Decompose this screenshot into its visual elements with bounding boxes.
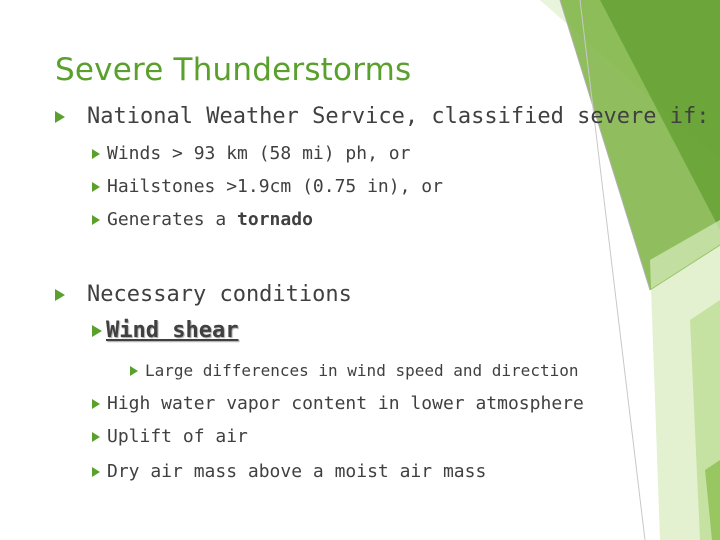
bullet-nws-criteria [55, 104, 710, 129]
bullet-arrow-icon [92, 149, 100, 159]
bullet-necessary-conditions [55, 282, 352, 307]
slide-title: Severe Thunderstorms [55, 52, 412, 88]
bullet-winds [92, 143, 410, 164]
bullet-dry-air [92, 461, 486, 482]
uplift-condition: Uplift of air [107, 426, 248, 447]
bullet-arrow-icon [92, 182, 100, 192]
bullet-arrow-icon [92, 325, 102, 337]
bullet-arrow-icon [130, 366, 138, 376]
tornado-prefix: Generates a [107, 209, 238, 230]
bullet-hail [92, 176, 443, 197]
water-vapor-condition: High water vapor content in lower atmosphere [107, 393, 584, 414]
hail-criterion: Hailstones >1.9cm (0.75 in), or [107, 176, 443, 197]
tornado-keyword: tornado [237, 209, 313, 230]
bullet-arrow-icon [92, 399, 100, 409]
bullet-wind-shear-detail [130, 361, 578, 380]
nws-heading: National Weather Service, classified severe if: [87, 104, 710, 129]
conditions-heading: Necessary conditions [87, 282, 352, 307]
bullet-tornado [92, 209, 313, 230]
bullet-wind-shear [92, 318, 238, 343]
bullet-arrow-icon [92, 215, 100, 225]
bullet-arrow-icon [55, 111, 65, 123]
bullet-arrow-icon [92, 432, 100, 442]
bullet-uplift [92, 426, 248, 447]
bullet-arrow-icon [92, 467, 100, 477]
wind-shear-detail: Large differences in wind speed and direction [145, 361, 579, 380]
bullet-arrow-icon [55, 289, 65, 301]
bullet-water-vapor [92, 393, 584, 414]
dry-air-condition: Dry air mass above a moist air mass [107, 461, 487, 482]
wind-shear-label: Wind shear [106, 318, 239, 343]
winds-criterion: Winds > 93 km (58 mi) ph, or [107, 143, 411, 164]
